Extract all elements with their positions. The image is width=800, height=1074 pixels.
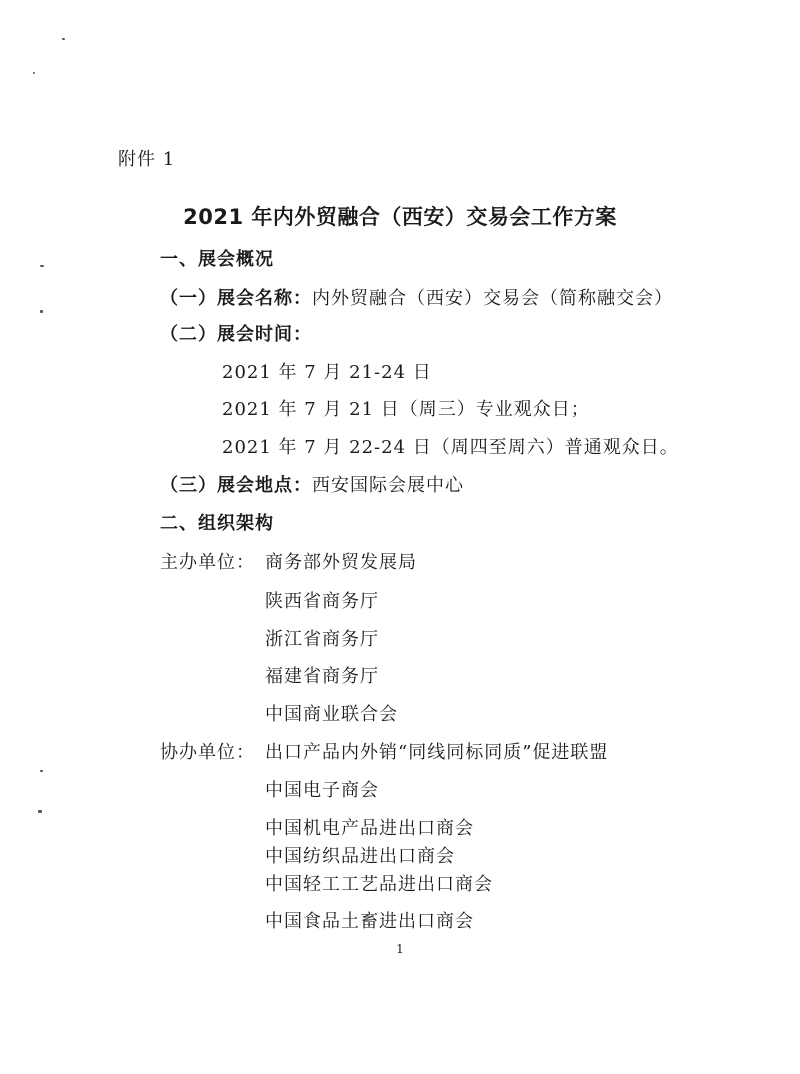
host-item: 福建省商务厅 bbox=[265, 666, 379, 687]
host-item: 中国商业联合会 bbox=[265, 704, 398, 725]
scan-speck bbox=[33, 72, 35, 74]
exhibition-location-row bbox=[160, 474, 464, 498]
exhibition-time-line-2: 2021 年 7 月 21 日（周三）专业观众日； bbox=[222, 399, 590, 420]
co-organizer-item: 中国轻工工艺品进出口商会 bbox=[265, 874, 493, 895]
exhibition-time-line-1: 2021 年 7 月 21-24 日 bbox=[222, 362, 432, 383]
hosts-label: 主办单位： bbox=[160, 552, 255, 573]
exhibition-name-label: （一）展会名称： bbox=[160, 288, 312, 309]
co-organizer-item: 中国纺织品进出口商会 bbox=[265, 846, 455, 867]
exhibition-name-row bbox=[160, 287, 673, 311]
page-number: 1 bbox=[396, 942, 404, 956]
co-organizer-item: 中国食品土畜进出口商会 bbox=[265, 911, 474, 932]
co-organizers-label: 协办单位： bbox=[160, 742, 255, 763]
co-organizer-item: 中国机电产品进出口商会 bbox=[265, 818, 474, 839]
scan-speck bbox=[62, 38, 65, 40]
scan-speck bbox=[40, 310, 43, 313]
co-organizer-item: 中国电子商会 bbox=[265, 780, 379, 801]
attachment-label: 附件 1 bbox=[118, 149, 176, 170]
host-item: 陕西省商务厅 bbox=[265, 591, 379, 612]
co-organizer-item: 出口产品内外销“同线同标同质”促进联盟 bbox=[265, 742, 609, 763]
exhibition-name-value: 内外贸融合（西安）交易会（简称融交会） bbox=[312, 288, 673, 309]
section1-heading: 一、展会概况 bbox=[160, 249, 274, 270]
scan-speck bbox=[38, 810, 42, 813]
section2-heading: 二、组织架构 bbox=[160, 513, 274, 534]
host-item: 商务部外贸发展局 bbox=[265, 552, 417, 573]
document-title: 2021 年内外贸融合（西安）交易会工作方案 bbox=[183, 205, 617, 229]
exhibition-time-line-3: 2021 年 7 月 22-24 日（周四至周六）普通观众日。 bbox=[222, 437, 679, 458]
exhibition-time-label: （二）展会时间： bbox=[160, 324, 312, 345]
exhibition-location-label: （三）展会地点： bbox=[160, 475, 312, 496]
scan-speck bbox=[40, 770, 43, 772]
scan-speck bbox=[40, 265, 44, 267]
host-item: 浙江省商务厅 bbox=[265, 629, 379, 650]
exhibition-location-value: 西安国际会展中心 bbox=[312, 475, 464, 496]
